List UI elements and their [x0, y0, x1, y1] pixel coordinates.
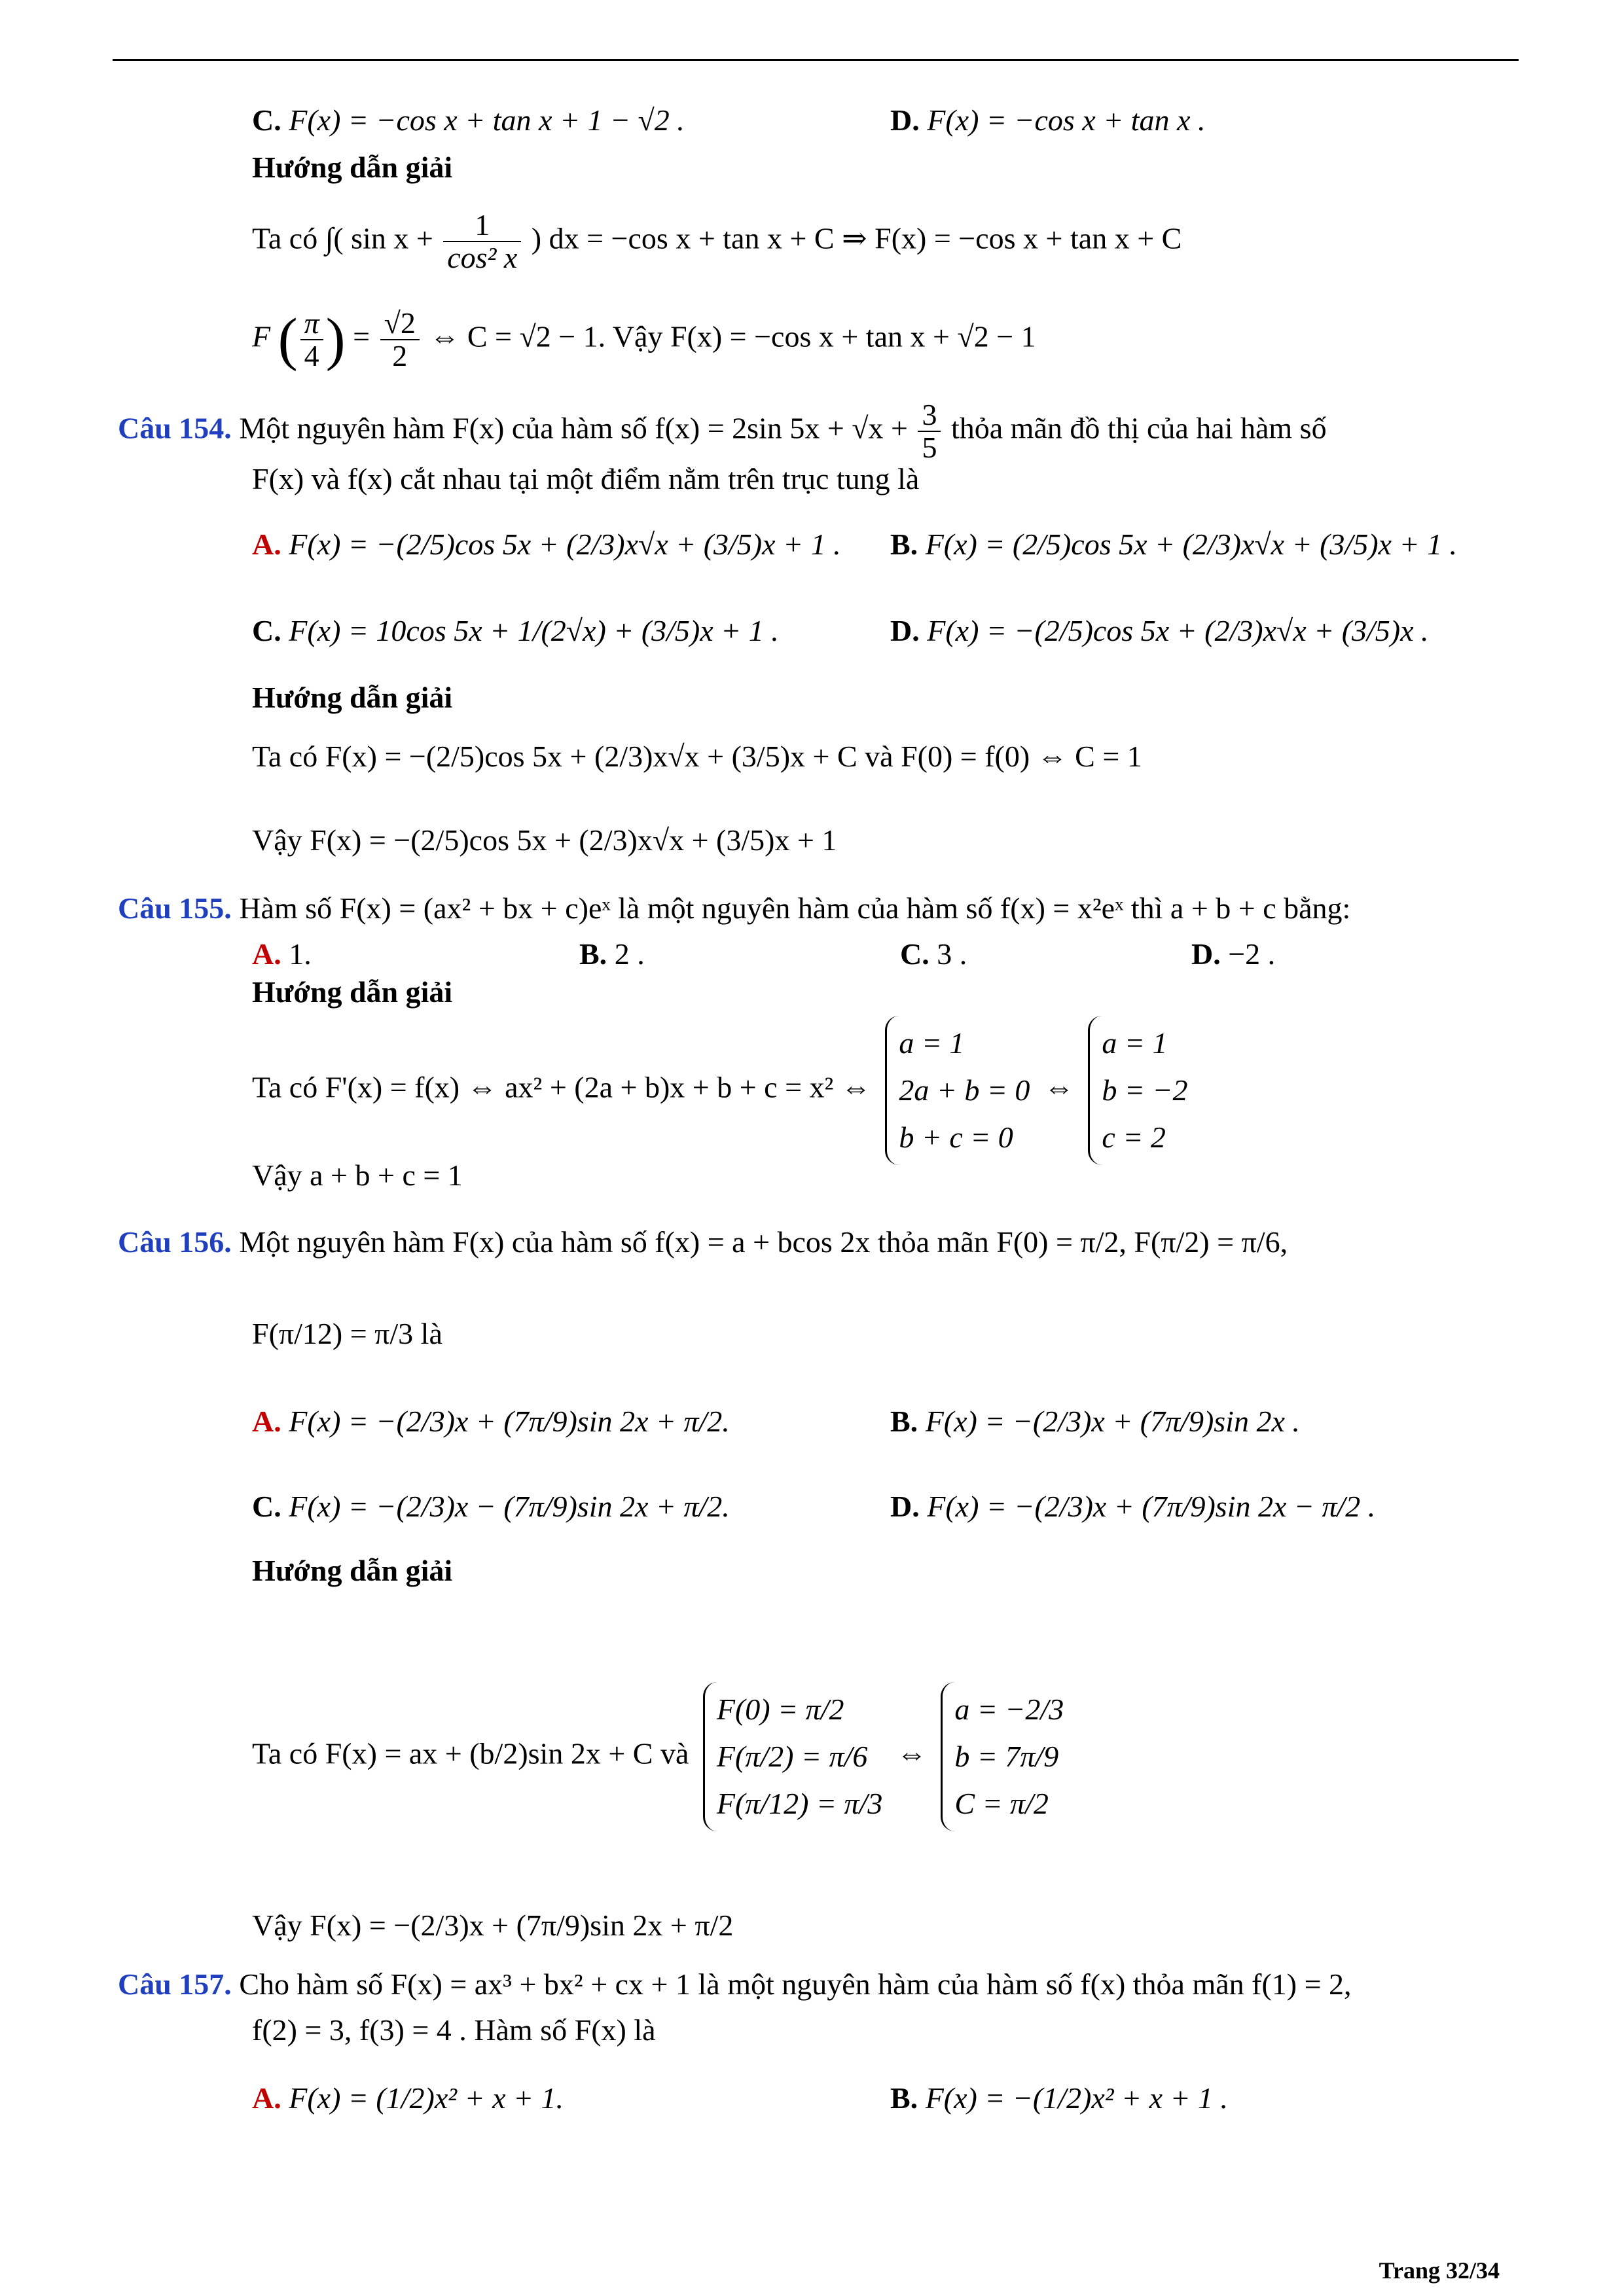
option-a	[252, 1403, 730, 1440]
equivalence-sign: ⇔	[1043, 1070, 1074, 1104]
option-text: F(x) = (2/5)cos 5x + (2/3)x√x + (3/5)x + 1 .	[925, 528, 1457, 561]
guide-heading: Hướng dẫn giải	[252, 151, 453, 184]
option-a	[252, 526, 841, 563]
option-text: F(x) = −(2/3)x + (7π/9)sin 2x − π/2 .	[927, 1490, 1376, 1523]
option-text: −2 .	[1228, 937, 1276, 971]
equivalence-sign: ⇔	[896, 1736, 927, 1770]
fraction-numerator: 1	[443, 209, 521, 242]
header-rule	[113, 59, 1519, 61]
option-label: B.	[579, 937, 607, 971]
option-label: A.	[252, 2081, 281, 2115]
option-a	[252, 2080, 564, 2117]
solution-line: Vậy a + b + c = 1	[252, 1158, 463, 1192]
paren-open: (	[278, 307, 298, 372]
option-b	[890, 526, 1457, 563]
fraction	[300, 308, 323, 372]
solution-system	[252, 1682, 1070, 1831]
option-d	[890, 1488, 1375, 1525]
option-text: 1.	[289, 937, 312, 971]
equation-system	[1088, 1016, 1187, 1165]
question-154	[118, 399, 1327, 463]
guide-heading: Hướng dẫn giải	[252, 975, 453, 1009]
option-b	[890, 2080, 1228, 2117]
question-154-line-2: F(x) và f(x) cắt nhau tại một điểm nằm trên trục tung là	[252, 462, 920, 495]
prev-solution-2	[252, 308, 1036, 372]
fraction-denominator: 4	[304, 339, 319, 372]
equation: a = 1	[1102, 1026, 1168, 1060]
equation: a = 1	[899, 1026, 965, 1060]
option-text: F(x) = −cos x + tan x .	[927, 103, 1206, 137]
solution-text: Ta có ∫( sin x +	[252, 221, 433, 255]
equation: F(π/12) = π/3	[716, 1787, 883, 1820]
option-label: B.	[890, 1405, 918, 1438]
solution-line: Vậy F(x) = −(2/3)x + (7π/9)sin 2x + π/2	[252, 1909, 734, 1942]
guide-heading: Hướng dẫn giải	[252, 681, 453, 714]
solution-line: Vậy F(x) = −(2/5)cos 5x + (2/3)x√x + (3/5)x + 1	[252, 823, 837, 857]
equation-system	[885, 1016, 1030, 1165]
fraction	[443, 209, 521, 274]
option-label: D.	[890, 1490, 920, 1523]
solution-text: F	[252, 319, 271, 353]
option-text: 2 .	[614, 937, 645, 971]
option-text: F(x) = −(2/3)x + (7π/9)sin 2x + π/2.	[289, 1405, 730, 1438]
option-label: B.	[890, 2081, 918, 2115]
fraction-numerator: √2	[380, 308, 420, 340]
question-156-line-2: F(π/12) = π/3 là	[252, 1317, 442, 1350]
option-d	[890, 613, 1429, 649]
equation: b = 7π/9	[954, 1740, 1059, 1773]
page-number: Trang 32/34	[1379, 2257, 1500, 2284]
equation: 2a + b = 0	[899, 1073, 1030, 1107]
solution-system	[252, 1016, 1195, 1165]
question-label: Câu 154.	[118, 411, 232, 445]
equation: b + c = 0	[899, 1121, 1013, 1154]
option-label: A.	[252, 528, 281, 561]
equation: b = −2	[1102, 1073, 1188, 1107]
fraction-numerator: 3	[918, 399, 941, 432]
option-c	[900, 936, 967, 973]
fraction-numerator: π	[300, 308, 323, 340]
question-157-line-2: f(2) = 3, f(3) = 4 . Hàm số F(x) là	[252, 2013, 656, 2047]
option-label: C.	[252, 614, 281, 647]
option-text: F(x) = (1/2)x² + x + 1.	[289, 2081, 564, 2115]
option-text: F(x) = 10cos 5x + 1/(2√x) + (3/5)x + 1 .	[289, 614, 779, 647]
prev-option-d	[890, 102, 1205, 139]
option-label: C.	[252, 103, 281, 137]
option-label: D.	[1191, 937, 1221, 971]
fraction	[918, 399, 941, 463]
prev-solution-1	[252, 209, 1182, 274]
equation-system	[703, 1682, 882, 1831]
equation: c = 2	[1102, 1121, 1166, 1154]
option-text: F(x) = −(1/2)x² + x + 1 .	[925, 2081, 1229, 2115]
equals-sign: =	[353, 319, 370, 353]
prev-option-c	[252, 102, 685, 139]
option-text: F(x) = −(2/5)cos 5x + (2/3)x√x + (3/5)x + 1 .	[289, 528, 841, 561]
solution-line: Ta có F(x) = −(2/5)cos 5x + (2/3)x√x + (3/5)x + C và F(0) = f(0) ⇔ C = 1	[252, 740, 1142, 773]
question-label: Câu 156.	[118, 1225, 232, 1259]
question-156	[118, 1224, 1288, 1261]
equation: C = π/2	[954, 1787, 1049, 1820]
question-text: Một nguyên hàm F(x) của hàm số f(x) = a + bcos 2x thỏa mãn F(0) = π/2, F(π/2) = π/6,	[239, 1225, 1288, 1259]
equation: F(0) = π/2	[716, 1693, 844, 1726]
question-label: Câu 155.	[118, 891, 232, 925]
solution-text: ⇔ C = √2 − 1. Vậy F(x) = −cos x + tan x + √2 − 1	[429, 319, 1036, 353]
solution-text: ) dx = −cos x + tan x + C ⇒ F(x) = −cos x + tan x + C	[531, 221, 1182, 255]
option-label: B.	[890, 528, 918, 561]
question-text: Một nguyên hàm F(x) của hàm số f(x) = 2sin 5x + √x +	[239, 411, 908, 445]
option-label: A.	[252, 937, 281, 971]
question-text: Hàm số F(x) = (ax² + bx + c)eˣ là một nguyên hàm của hàm số f(x) = x²eˣ thì a + b + c bằng:	[239, 891, 1351, 925]
option-label: D.	[890, 614, 920, 647]
option-text: F(x) = −cos x + tan x + 1 − √2 .	[289, 103, 685, 137]
solution-text: Ta có F'(x) = f(x) ⇔ ax² + (2a + b)x + b + c = x² ⇔	[252, 1070, 871, 1104]
option-b	[890, 1403, 1300, 1440]
fraction-denominator: 2	[392, 339, 408, 372]
option-c	[252, 1488, 730, 1525]
option-text: 3 .	[937, 937, 967, 971]
equation: a = −2/3	[954, 1693, 1064, 1726]
guide-heading: Hướng dẫn giải	[252, 1554, 453, 1587]
option-label: D.	[890, 103, 920, 137]
fraction-denominator: cos² x	[447, 241, 518, 274]
option-label: A.	[252, 1405, 281, 1438]
question-155	[118, 890, 1350, 927]
option-label: C.	[252, 1490, 281, 1523]
question-label: Câu 157.	[118, 1967, 232, 2001]
option-label: C.	[900, 937, 929, 971]
paren-close: )	[325, 307, 346, 372]
fraction	[380, 308, 420, 372]
option-d	[1191, 936, 1275, 973]
equation-system	[941, 1682, 1064, 1831]
option-a	[252, 936, 312, 973]
option-text: F(x) = −(2/3)x − (7π/9)sin 2x + π/2.	[289, 1490, 730, 1523]
option-c	[252, 613, 779, 649]
question-157	[118, 1966, 1352, 2003]
question-text: Cho hàm số F(x) = ax³ + bx² + cx + 1 là một nguyên hàm của hàm số f(x) thỏa mãn f(1) = 2,	[239, 1967, 1352, 2001]
fraction-denominator: 5	[922, 431, 937, 464]
option-text: F(x) = −(2/5)cos 5x + (2/3)x√x + (3/5)x .	[927, 614, 1429, 647]
question-text: thỏa mãn đồ thị của hai hàm số	[950, 411, 1327, 445]
solution-text: Ta có F(x) = ax + (b/2)sin 2x + C và	[252, 1736, 689, 1770]
option-b	[579, 936, 645, 973]
option-text: F(x) = −(2/3)x + (7π/9)sin 2x .	[925, 1405, 1300, 1438]
equation: F(π/2) = π/6	[716, 1740, 868, 1773]
